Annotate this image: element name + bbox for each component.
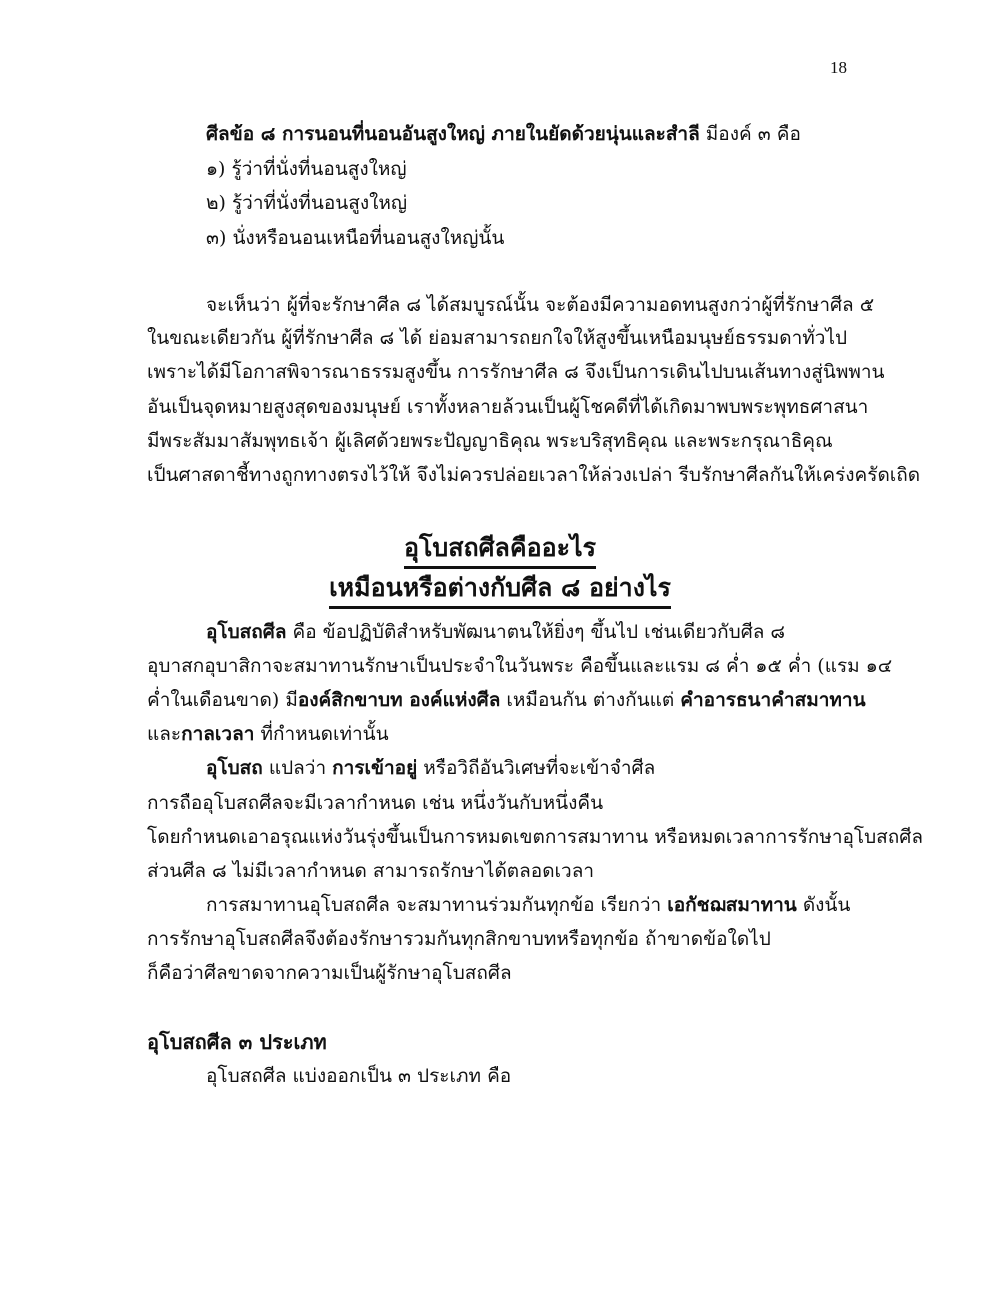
para2-line-4: ส่วนศีล ๘ ไม่มีเวลากำหนด สามารถรักษาได้ตลอดเวลา <box>147 860 595 882</box>
term-uposatha: อุโบสถ <box>206 757 263 779</box>
summary-line-3: เพราะได้มีโอกาสพิจารณาธรรมสูงขึ้น การรักษาศีล ๘ จึงเป็นการเดินไปบนเส้นทางสู่นิพพาน <box>147 361 885 383</box>
rule8-title <box>206 122 801 146</box>
page-number: 18 <box>830 58 847 77</box>
heading-line-2 <box>0 572 1000 609</box>
para1-line-4-c: ที่กำหนดเท่านั้น <box>254 723 389 745</box>
para3-line-1-c: ดังนั้น <box>796 894 851 916</box>
summary-line-1: จะเห็นว่า ผู้ที่จะรักษาศีล ๘ ได้สมบูรณ์นั้น จะต้องมีความอดทนสูงกว่าผู้ที่รักษาศีล ๕ <box>206 294 875 316</box>
para1-line-1 <box>206 620 785 644</box>
rule8-item-1: ๑) รู้ว่าที่นั่งที่นอนสูงใหญ่ <box>206 158 407 180</box>
para2-line-1-d: หรือวิถีอันวิเศษที่จะเข้าจำศีล <box>417 757 656 779</box>
para1-line-4-a: และ <box>147 723 182 745</box>
rule8-title-bold: ศีลข้อ ๘ การนอนที่นอนอันสูงใหญ่ ภายในยัดด้วยนุ่นและสำลี <box>206 123 700 145</box>
section-text: อุโบสถศีล แบ่งออกเป็น ๓ ประเภท คือ <box>206 1065 512 1087</box>
rule8-item-2: ๒) รู้ว่าที่นั่งที่นอนสูงใหญ่ <box>206 192 408 214</box>
section-title: อุโบสถศีล ๓ ประเภท <box>147 1030 327 1054</box>
para1-line-3-a: ค่ำในเดือนขาด) มี <box>147 689 298 711</box>
rule8-item-3: ๓) นั่งหรือนอนเหนือที่นอนสูงใหญ่นั้น <box>206 227 505 249</box>
para3-line-1-a: การสมาทานอุโบสถศีล จะสมาทานร่วมกันทุกข้อ เรียกว่า <box>206 894 668 916</box>
summary-line-5: มีพระสัมมาสัมพุทธเจ้า ผู้เลิศด้วยพระปัญญาธิคุณ พระบริสุทธิคุณ และพระกรุณาธิคุณ <box>147 430 833 452</box>
term-aradhana: คำอารธนาคำสมาทาน <box>680 689 866 711</box>
summary-line-4: อันเป็นจุดหมายสูงสุดของมนุษย์ เราทั้งหลายล้วนเป็นผู้โชคดีที่ได้เกิดมาพบพระพุทธศาสนา <box>147 396 869 418</box>
summary-line-6: เป็นศาสดาชี้ทางถูกทางตรงไว้ให้ จึงไม่ควรปล่อยเวลาให้ล่วงเปล่า รีบรักษาศีลกันให้เคร่งครัดเถิด <box>147 464 921 486</box>
para3-line-3: ก็คือว่าศีลขาดจากความเป็นผู้รักษาอุโบสถศีล <box>147 962 512 984</box>
para2-line-2: การถืออุโบสถศีลจะมีเวลากำหนด เช่น หนึ่งวันกับหนึ่งคืน <box>147 792 604 814</box>
para1-line-2: อุบาสกอุบาสิกาจะสมาทานรักษาเป็นประจำในวันพระ คือขึ้นและแรม ๘ ค่ำ ๑๕ ค่ำ (แรม ๑๔ <box>147 655 893 677</box>
term-uposatha-sila: อุโบสถศีล <box>206 621 287 643</box>
para1-line-3-c: เหมือนกัน ต่างกันแต่ <box>500 689 681 711</box>
heading-line-1 <box>0 532 1000 569</box>
para2-line-1 <box>206 756 655 780</box>
term-sikkhapada: องค์สิกขาบท องค์แห่งศีล <box>297 689 501 711</box>
para3-line-1 <box>206 893 850 917</box>
para3-line-2: การรักษาอุโบสถศีลจึงต้องรักษารวมกันทุกสิกขาบทหรือทุกข้อ ถ้าขาดข้อใดไป <box>147 928 771 950</box>
term-kalavela: กาลเวลา <box>181 723 255 745</box>
term-entering: การเข้าอยู่ <box>332 757 418 779</box>
rule8-title-rest: มีองค์ ๓ คือ <box>699 123 801 145</box>
summary-line-2: ในขณะเดียวกัน ผู้ที่รักษาศีล ๘ ได้ ย่อมสามารถยกใจให้สูงขึ้นเหนือมนุษย์ธรรมดาทั่วไป <box>147 327 848 349</box>
heading-line-2-text: เหมือนหรือต่างกับศีล ๘ อย่างไร <box>329 572 671 609</box>
para1-line-3 <box>147 688 866 712</box>
para2-line-1-b: แปลว่า <box>262 757 333 779</box>
term-ekajjha: เอกัชฌสมาทาน <box>667 894 797 916</box>
para2-line-3: โดยกำหนดเอาอรุณแห่งวันรุ่งขึ้นเป็นการหมดเขตการสมาทาน หรือหมดเวลาการรักษาอุโบสถศีล <box>147 826 923 848</box>
para1-line-1-text: คือ ข้อปฏิบัติสำหรับพัฒนาตนให้ยิ่งๆ ขึ้นไป เช่นเดียวกับศีล ๘ <box>286 621 786 643</box>
heading-line-1-text: อุโบสถศีลคืออะไร <box>404 532 596 569</box>
para1-line-4 <box>147 722 389 746</box>
